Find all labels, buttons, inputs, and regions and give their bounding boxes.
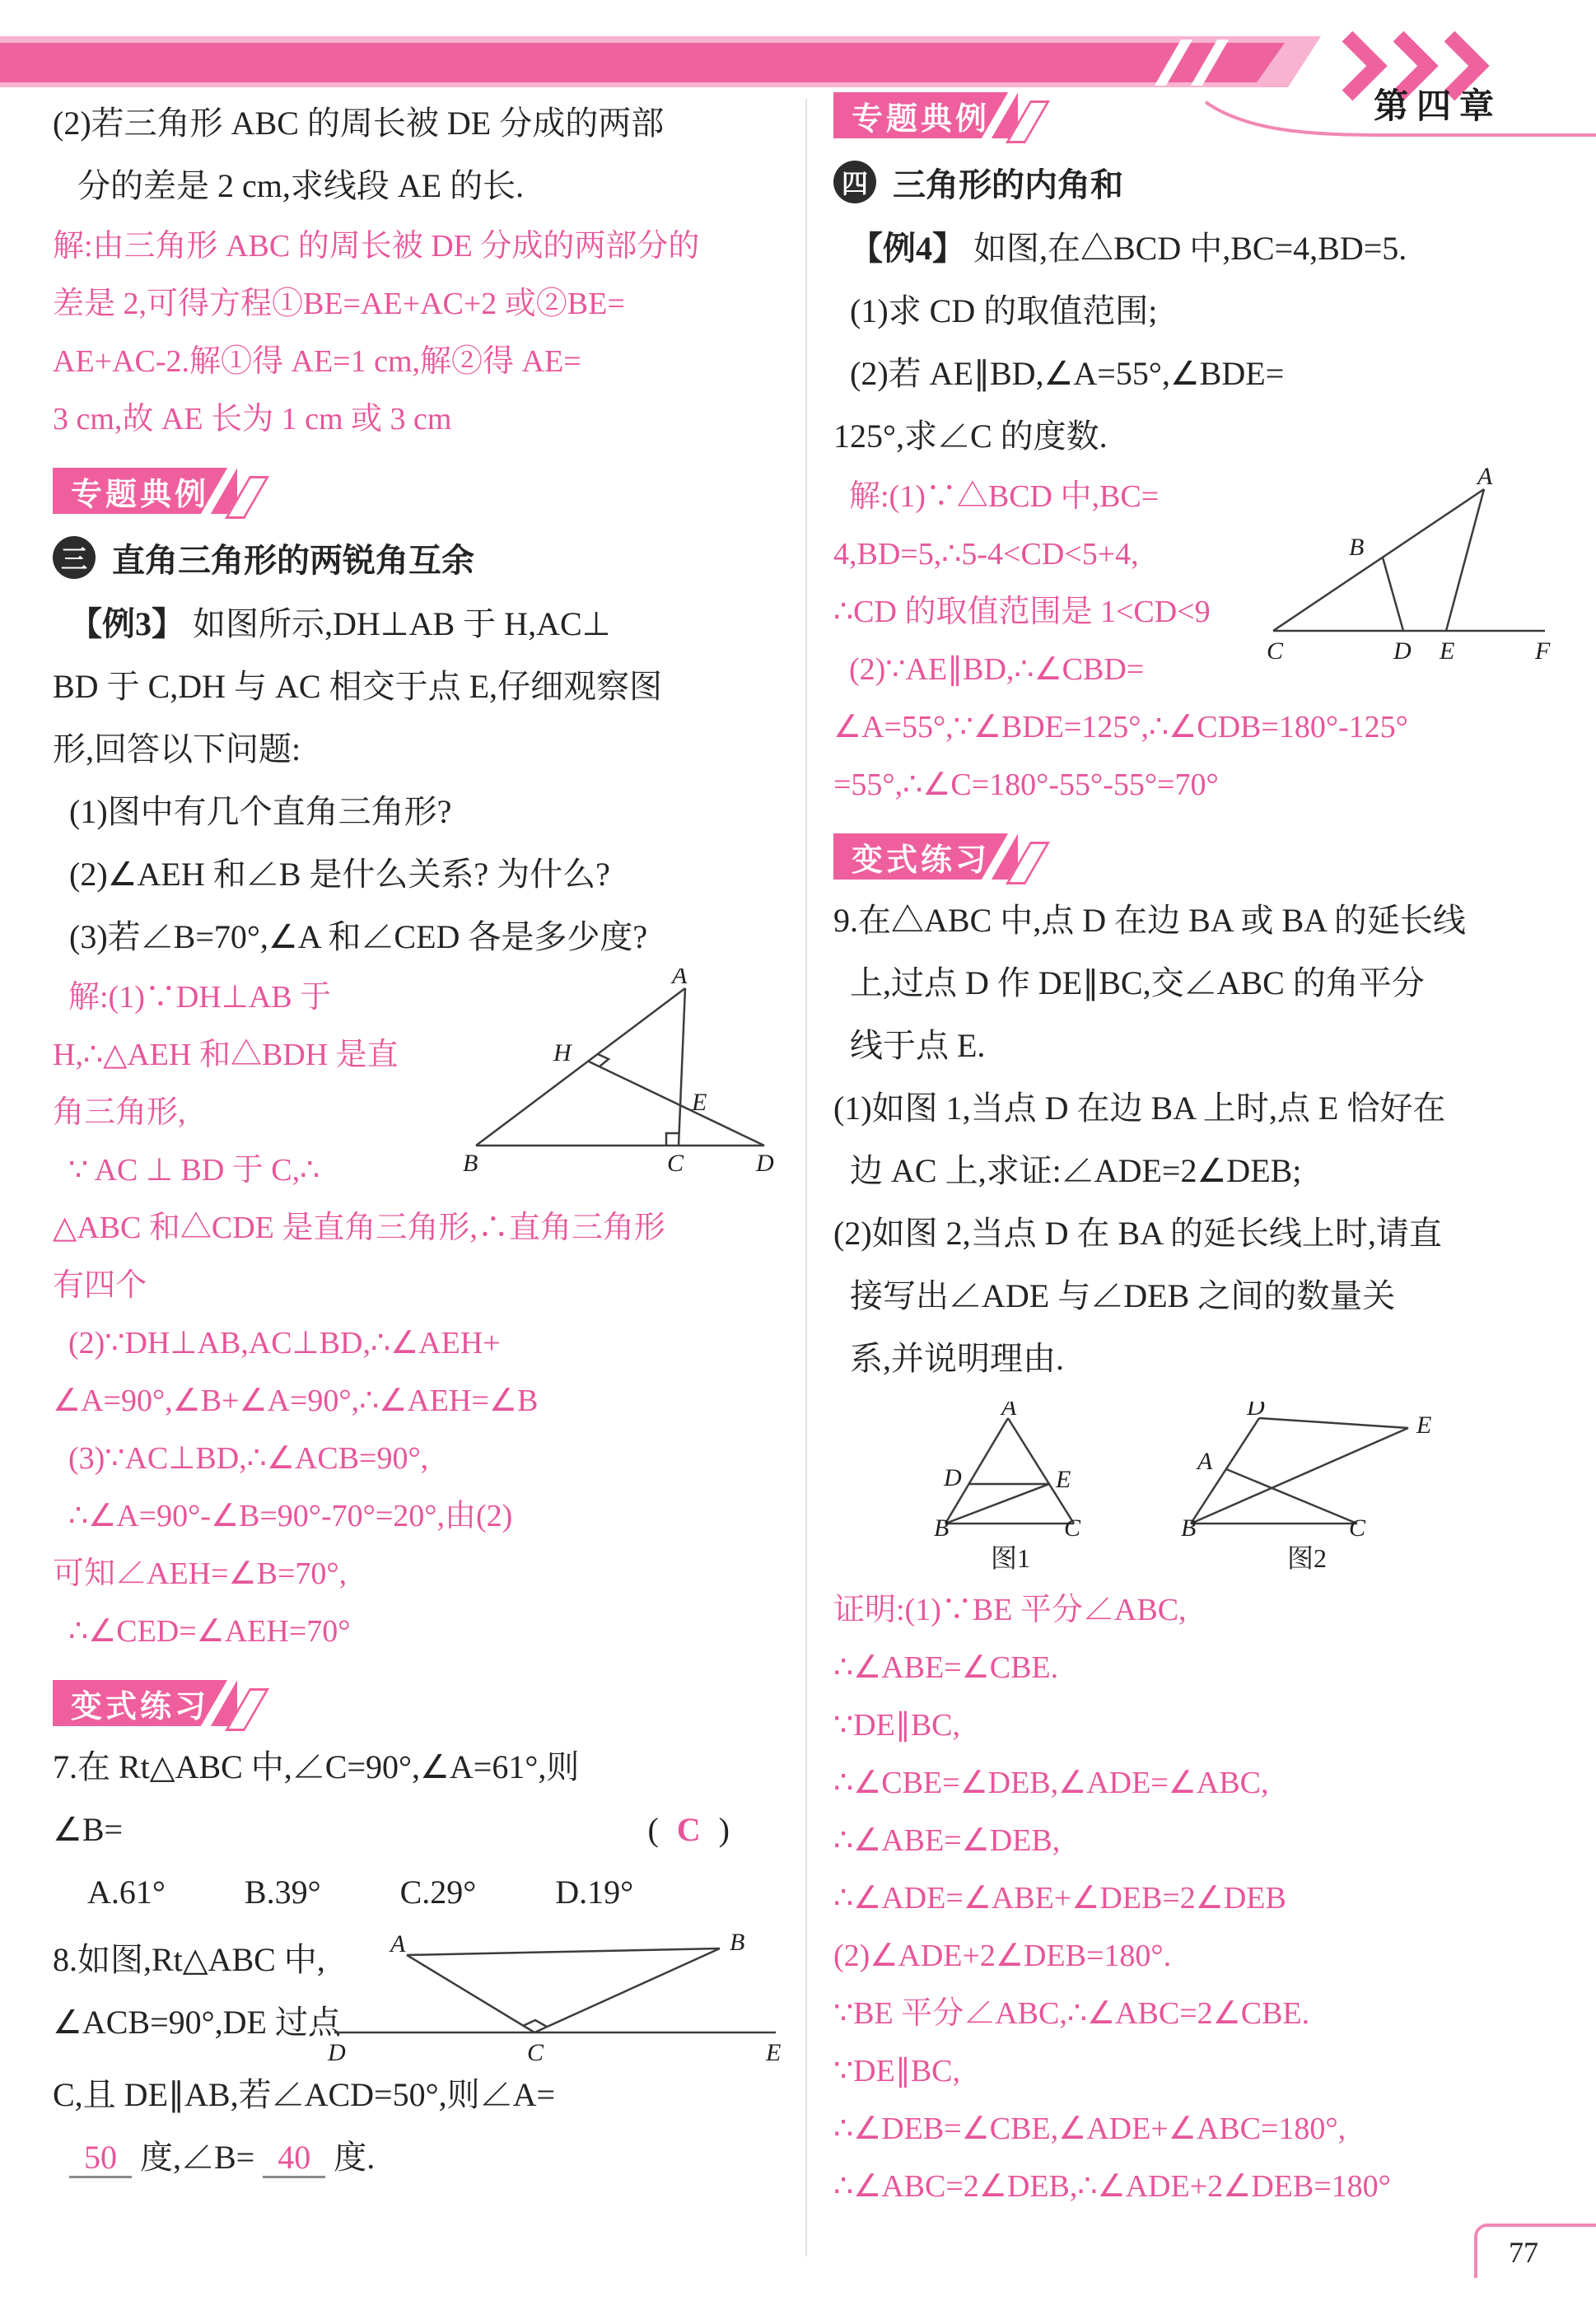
text-line: (2)∠ADE+2∠DEB=180°. (833, 1939, 1172, 1973)
page-number-box (1474, 2224, 1596, 2278)
q9-text (833, 889, 1560, 1390)
vertex-label: D (328, 2039, 346, 2064)
figure1 (932, 1402, 1089, 1538)
vertex-label: B (463, 1150, 478, 1174)
q9-figures (932, 1402, 1560, 1575)
q8-blank-2: 40 (263, 2139, 325, 2178)
text-line: 角三角形, (53, 1095, 186, 1130)
text-line: =55°,∴∠C=180°-55°-55°=70° (833, 768, 1219, 802)
circled-number-icon: 四 (833, 161, 876, 203)
text-line: 4,BD=5,∴5-4<CD<5+4, (833, 537, 1139, 572)
example4-tag: 【例4】 (850, 230, 965, 267)
vertex-label: C (667, 1150, 684, 1174)
text-line: ∴∠DEB=∠CBE,∠ADE+∠ABC=180°, (833, 2112, 1346, 2146)
example4-intro-line (833, 217, 1560, 280)
vertex-label: D (756, 1150, 774, 1174)
text-line: ∵BE 平分∠ABC,∴∠ABC=2∠CBE. (833, 1996, 1310, 2031)
vertex-label: C (527, 2039, 544, 2064)
circled-number-icon: 三 (53, 536, 96, 579)
q7-answer-group (647, 1799, 730, 1861)
vertex-label: A (1197, 1448, 1213, 1475)
text-line: ∴∠CED=∠AEH=70° (53, 1614, 351, 1649)
text-line: 有四个 (53, 1268, 147, 1303)
q9-proof (833, 1581, 1560, 2215)
topic-examples-badge (833, 92, 1018, 138)
text-line: (2)∠AEH 和∠B 是什么关系? 为什么? (53, 856, 610, 893)
example4-solution-rest (833, 698, 1560, 814)
q8-blank-1: 50 (69, 2139, 132, 2178)
text-line: (1)求 CD 的取值范围; (833, 292, 1158, 329)
q8-line3: C,且 DE∥AB,若∠ACD=50°,则∠A= (53, 2076, 556, 2113)
q8-top (53, 1929, 782, 2064)
example4-intro: 如图,在△BCD 中,BC=4,BD=5. (965, 230, 1407, 267)
badge-label: 专题典例 (852, 101, 991, 137)
text-line: 125°,求∠C 的度数. (833, 418, 1108, 455)
q7-answer: C (676, 1811, 701, 1848)
text-line: 解:(1)∵DH⊥AB 于 (53, 980, 332, 1015)
option-c: C.29° (399, 1874, 477, 1911)
text-line: (1)图中有几个直角三角形? (53, 793, 452, 830)
vertex-label: D (944, 1464, 962, 1491)
header-band (0, 43, 1285, 82)
text-line: ∴∠ADE=∠ABE+∠DEB=2∠DEB (833, 1881, 1286, 1916)
text-line: 分的差是 2 cm,求线段 AE 的长. (53, 167, 525, 204)
text-line: ∴∠ABE=∠DEB, (833, 1823, 1061, 1858)
example3-intro: 如图所示,DH⊥AB 于 H,AC⊥ (184, 605, 611, 642)
text-line: 接写出∠ADE 与∠DEB 之间的数量关 (833, 1277, 1396, 1314)
text-line: 证明:(1)∵BE 平分∠ABC, (833, 1593, 1187, 1627)
vertex-label: C (1064, 1514, 1081, 1538)
vertex-label: E (1440, 637, 1455, 661)
q7-answer-line (53, 1799, 782, 1861)
option-b: B.39° (244, 1874, 321, 1911)
topic-heading (833, 150, 1560, 214)
figure1-caption: 图1 (990, 1543, 1030, 1573)
text-line: 上,过点 D 作 DE∥BC,交∠ABC 的角平分 (833, 964, 1425, 1001)
text-line: 解:(1)∵△BCD 中,BC= (833, 479, 1160, 514)
figure2-caption: 图2 (1286, 1543, 1327, 1573)
vertex-label: A (1001, 1402, 1017, 1421)
vertex-label: D (1247, 1402, 1265, 1421)
text-line: 8.如图,Rt△ABC 中, (53, 1941, 325, 1978)
text-line: (2)∵AE∥BD,∴∠CBD= (833, 652, 1145, 687)
text-line: 9.在△ABC 中,点 D 在边 BA 或 BA 的延长线 (833, 902, 1466, 939)
text-line: (2)如图 2,当点 D 在 BA 的延长线上时,请直 (833, 1215, 1442, 1252)
figure2 (1179, 1402, 1435, 1538)
topic-heading (53, 525, 782, 590)
vertex-label: B (934, 1514, 950, 1538)
vertex-label: E (766, 2039, 782, 2064)
text-line: AE+AC-2.解①得 AE=1 cm,解②得 AE= (53, 344, 581, 379)
topic-title: 三角形的内角和 (893, 166, 1123, 203)
example3-solution-top (53, 968, 782, 1199)
badge-label: 变式练习 (71, 1689, 210, 1724)
vertex-label: F (1535, 637, 1551, 661)
vertex-label: A (672, 968, 688, 989)
text-line: BD 于 C,DH 与 AC 相交于点 E,仔细观察图 (53, 668, 663, 705)
q7-options (53, 1861, 782, 1924)
example3-intro-line (53, 593, 782, 656)
badge-label: 专题典例 (71, 477, 210, 512)
text-line: ∴∠CBE=∠DEB,∠ADE=∠ABC, (833, 1766, 1269, 1800)
q8-mid-text: 度,∠B= (132, 2139, 264, 2176)
option-a: A.61° (87, 1874, 166, 1911)
q8-text-beside (53, 1929, 341, 2054)
column-divider (805, 99, 807, 2256)
example3-tag: 【例3】 (69, 605, 184, 642)
topic-examples-badge (53, 468, 237, 514)
vertex-label: C (1349, 1514, 1366, 1538)
text-line: 可知∠AEH=∠B=70°, (53, 1556, 348, 1591)
text-line: (2)若三角形 ABC 的周长被 DE 分成的两部 (53, 105, 665, 142)
paren-close: ) (718, 1811, 730, 1848)
chapter-label: 第四章 (1374, 86, 1503, 125)
paren-open: ( (647, 1811, 659, 1848)
q8-blanks-line (53, 2126, 782, 2189)
vertex-label: A (1477, 468, 1493, 490)
variation-practice-badge (53, 1680, 237, 1726)
text-line: ∴∠ABC=2∠DEB,∴∠ADE+2∠DEB=180° (833, 2169, 1391, 2204)
text-line: ∴CD 的取值范围是 1<CD<9 (833, 595, 1211, 629)
option-d: D.19° (555, 1874, 634, 1911)
example3-figure (461, 968, 782, 1174)
text-line: ∵DE∥BC, (833, 1708, 961, 1743)
vertex-label: D (1393, 637, 1412, 661)
text-line: 解:由三角形 ABC 的周长被 DE 分成的两部分的 (53, 229, 700, 264)
problem2-text (53, 92, 782, 217)
text-line: △ABC 和△CDE 是直角三角形,∴直角三角形 (53, 1211, 665, 1245)
text-line: ∵DE∥BC, (833, 2054, 961, 2088)
vertex-label: H (553, 1039, 572, 1066)
text-line: 系,并说明理由. (833, 1340, 1064, 1377)
text-line: H,∴△AEH 和△BDH 是直 (53, 1038, 399, 1072)
example3-solution-beside (53, 968, 461, 1199)
example3-text (53, 656, 782, 968)
example3-solution-rest (53, 1199, 782, 1660)
vertex-label: E (692, 1089, 707, 1116)
text-line: ∵ AC ⊥ BD 于 C,∴ (53, 1153, 320, 1188)
text-line: ∴∠A=90°-∠B=90°-70°=20°,由(2) (53, 1499, 513, 1533)
vertex-label: E (1416, 1412, 1432, 1439)
text-line: 线于点 E. (833, 1027, 986, 1064)
text-line: 差是 2,可得方程①BE=AE+AC+2 或②BE= (53, 287, 625, 321)
left-column (53, 92, 782, 2189)
text-line: ∠ACB=90°,DE 过点 (53, 2004, 341, 2041)
page-number: 77 (1509, 2236, 1538, 2269)
text-line: (2)∵DH⊥AB,AC⊥BD,∴∠AEH+ (53, 1326, 501, 1360)
vertex-label: B (1349, 534, 1365, 561)
topic-title: 直角三角形的两锐角互余 (112, 542, 474, 579)
figure1-block (932, 1402, 1089, 1575)
vertex-label: A (390, 1932, 406, 1958)
badge-label: 变式练习 (852, 842, 991, 878)
text-line: (1)如图 1,当点 D 在边 BA 上时,点 E 恰好在 (833, 1090, 1446, 1127)
example4-solution-beside (833, 468, 1265, 698)
example4-figure (1265, 468, 1558, 661)
text-line: 边 AC 上,求证:∠ADE=2∠DEB; (833, 1152, 1302, 1189)
example4-text (833, 280, 1560, 468)
text-line: ∠A=90°,∠B+∠A=90°,∴∠AEH=∠B (53, 1384, 539, 1418)
text-line: ∠A=55°,∵∠BDE=125°,∴∠CDB=180°-125° (833, 710, 1408, 744)
vertex-label: E (1056, 1466, 1071, 1493)
right-column (833, 92, 1560, 2215)
variation-practice-badge (833, 833, 1018, 880)
text-line: (2)若 AE∥BD,∠A=55°,∠BDE= (833, 355, 1285, 392)
text-line: (3)若∠B=70°,∠A 和∠CED 各是多少度? (53, 918, 648, 955)
text-line: ∴∠ABE=∠CBE. (833, 1650, 1059, 1685)
vertex-label: B (1181, 1514, 1197, 1538)
q8-tail-text: 度. (325, 2139, 376, 2176)
text-line: 形,回答以下问题: (53, 730, 301, 768)
q8-figure (324, 1932, 782, 2064)
q7-stem: ∠B= (53, 1811, 124, 1848)
vertex-label: C (1267, 637, 1284, 661)
problem2-solution (53, 217, 782, 448)
text-line: (3)∵AC⊥BD,∴∠ACB=90°, (53, 1441, 429, 1476)
figure2-block (1179, 1402, 1435, 1575)
vertex-label: B (730, 1932, 745, 1956)
example4-solution-top (833, 468, 1560, 698)
text-line: 3 cm,故 AE 长为 1 cm 或 3 cm (53, 402, 452, 436)
q7-line1: 7.在 Rt△ABC 中,∠C=90°,∠A=61°,则 (53, 1748, 580, 1785)
